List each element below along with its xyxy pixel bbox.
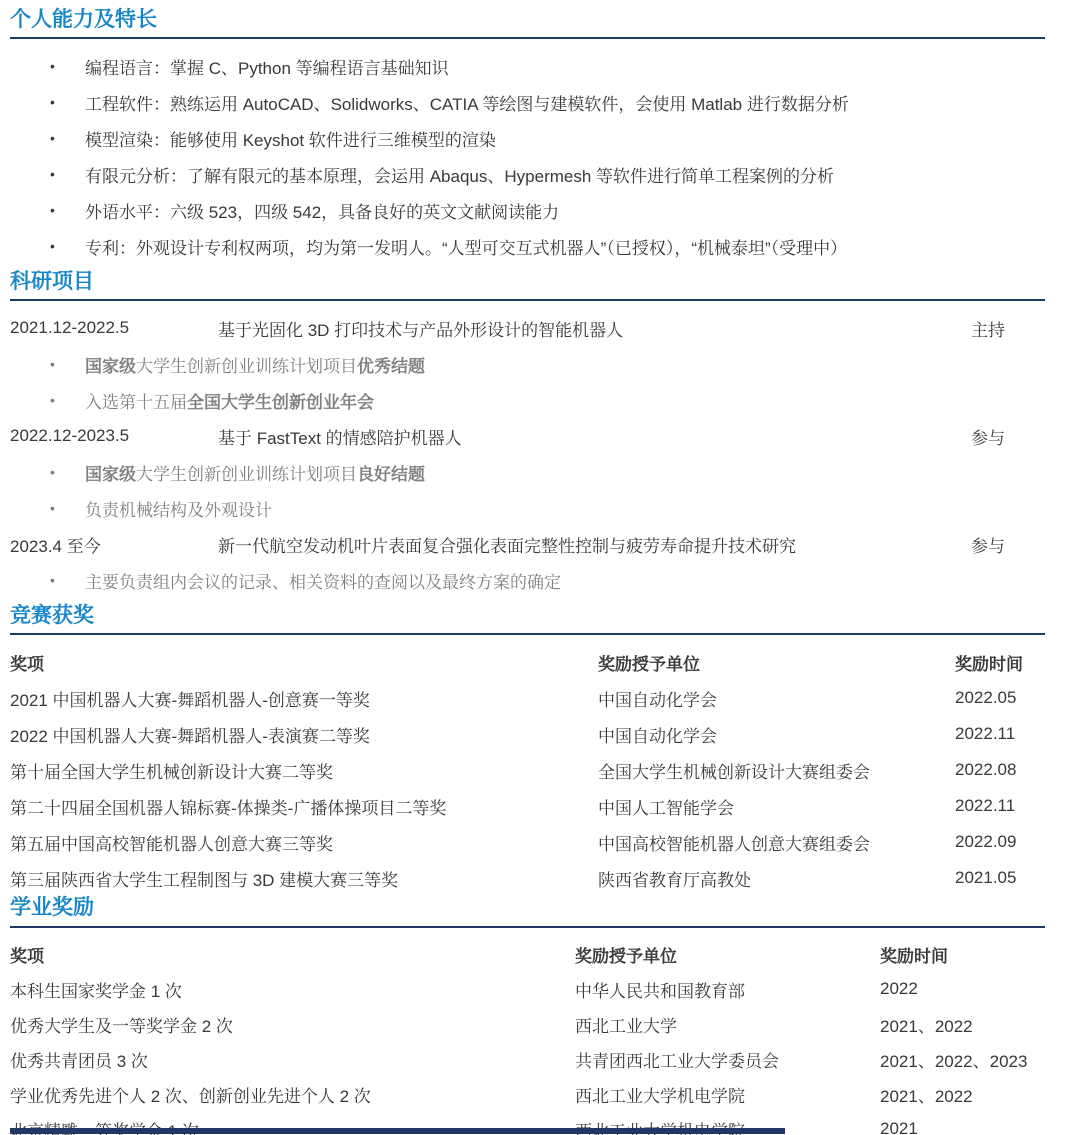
text-segment: 国家级 bbox=[85, 464, 136, 484]
section-heading-academic bbox=[10, 896, 1045, 927]
project-bullet-text bbox=[85, 568, 561, 593]
section-heading-competitions bbox=[10, 604, 1045, 635]
cell-date: 2021.05 bbox=[955, 868, 1017, 888]
text-segment: 大学生创新创业训练计划项目 bbox=[136, 356, 357, 376]
cell-org: 全国大学生机械创新设计大赛组委会 bbox=[598, 762, 870, 782]
table-row bbox=[10, 788, 1045, 824]
project-bullet bbox=[0, 346, 1090, 382]
project-bullet-text bbox=[85, 460, 425, 485]
section-title-academic: 学业奖励 bbox=[10, 896, 94, 920]
cell-org: 中国自动化学会 bbox=[598, 726, 717, 746]
project-bullet bbox=[0, 454, 1090, 490]
cell-award: 2021 中国机器人大赛-舞蹈机器人-创意赛一等奖 bbox=[10, 690, 370, 710]
cell-award: 2022 中国机器人大赛-舞蹈机器人-表演赛二等奖 bbox=[10, 726, 370, 746]
text-segment: 入选第十五届 bbox=[85, 392, 187, 412]
skills-bullet bbox=[0, 120, 1090, 156]
cell-date: 2022.09 bbox=[955, 832, 1017, 852]
table-row bbox=[10, 1042, 1045, 1077]
table-row bbox=[10, 680, 1045, 716]
bullet-icon: • bbox=[50, 500, 55, 517]
table-row bbox=[10, 752, 1045, 788]
competitions-table bbox=[0, 644, 1090, 896]
table-row bbox=[10, 1007, 1045, 1042]
section-heading-research bbox=[10, 270, 1045, 301]
project-bullet bbox=[0, 382, 1090, 418]
bullet-icon: • bbox=[50, 166, 55, 183]
cell-award: 第二十四届全国机器人锦标赛-体操类-广播体操项目二等奖 bbox=[10, 798, 447, 818]
table-row bbox=[10, 716, 1045, 752]
project-bullet bbox=[0, 562, 1090, 598]
cell-date: 2022.11 bbox=[955, 796, 1016, 816]
skills-bullet bbox=[0, 228, 1090, 264]
text-segment: 全国大学生创新创业年会 bbox=[187, 392, 374, 412]
project-row bbox=[0, 310, 1090, 346]
project-title: 基于光固化 3D 打印技术与产品外形设计的智能机器人 bbox=[218, 320, 624, 340]
bullet-icon: • bbox=[50, 94, 55, 111]
cell-date: 2021、2022、2023 bbox=[880, 1051, 1028, 1071]
bullet-icon: • bbox=[50, 392, 55, 409]
cell-org: 中国高校智能机器人创意大赛组委会 bbox=[598, 834, 870, 854]
project-period: 2021.12-2022.5 bbox=[10, 318, 130, 338]
col-header-org: 奖励授予单位 bbox=[575, 946, 677, 966]
text-segment: 优秀结题 bbox=[357, 356, 425, 376]
col-header-date: 奖励时间 bbox=[955, 654, 1023, 674]
academic-table bbox=[0, 937, 1090, 1135]
cell-org: 中华人民共和国教育部 bbox=[575, 981, 745, 1001]
cell-date: 2021 bbox=[880, 1119, 918, 1135]
table-row bbox=[10, 1077, 1045, 1112]
project-role: 主持 bbox=[971, 320, 1005, 340]
bullet-icon: • bbox=[50, 130, 55, 147]
bullet-icon: • bbox=[50, 356, 55, 373]
project-role: 参与 bbox=[971, 428, 1005, 448]
skills-bullet bbox=[0, 192, 1090, 228]
cell-award: 第五届中国高校智能机器人创意大赛三等奖 bbox=[10, 834, 333, 854]
skills-bullet bbox=[0, 84, 1090, 120]
skills-bullet-text: 模型渲染：能够使用 Keyshot 软件进行三维模型的渲染 bbox=[85, 130, 496, 150]
project-row bbox=[0, 418, 1090, 454]
col-header-date: 奖励时间 bbox=[880, 946, 948, 966]
project-title: 新一代航空发动机叶片表面复合强化表面完整性控制与疲劳寿命提升技术研究 bbox=[218, 536, 796, 556]
skills-bullet-text: 编程语言：掌握 C、Python 等编程语言基础知识 bbox=[85, 58, 449, 78]
cell-date: 2022.05 bbox=[955, 688, 1017, 708]
bullet-icon: • bbox=[50, 58, 55, 75]
cell-org: 中国自动化学会 bbox=[598, 690, 717, 710]
skills-bullet bbox=[0, 48, 1090, 84]
table-header-row bbox=[10, 644, 1045, 680]
table-header-row bbox=[10, 937, 1045, 972]
cell-award: 优秀共青团员 3 次 bbox=[10, 1051, 148, 1071]
table-row bbox=[10, 824, 1045, 860]
project-row bbox=[0, 526, 1090, 562]
text-segment: 负责机械结构及外观设计 bbox=[85, 500, 272, 520]
table-row bbox=[10, 860, 1045, 896]
cell-date: 2021、2022 bbox=[880, 1086, 973, 1106]
bullet-icon: • bbox=[50, 464, 55, 481]
text-segment: 主要负责组内会议的记录、相关资料的查阅以及最终方案的确定 bbox=[85, 572, 561, 592]
cell-date: 2022 bbox=[880, 979, 918, 999]
cell-award: 优秀大学生及一等奖学金 2 次 bbox=[10, 1016, 233, 1036]
skills-bullet bbox=[0, 156, 1090, 192]
bullet-icon: • bbox=[50, 202, 55, 219]
cell-date: 2021、2022 bbox=[880, 1016, 973, 1036]
text-segment: 大学生创新创业训练计划项目 bbox=[136, 464, 357, 484]
cell-award: 第十届全国大学生机械创新设计大赛二等奖 bbox=[10, 762, 333, 782]
col-header-award: 奖项 bbox=[10, 654, 44, 674]
cell-org: 西北工业大学 bbox=[575, 1016, 677, 1036]
skills-bullet-text: 专利：外观设计专利权两项，均为第一发明人。“人型可交互式机器人”（已授权），“机械泰坦”（受理中） bbox=[85, 238, 848, 258]
text-segment: 国家级 bbox=[85, 356, 136, 376]
project-bullet-text bbox=[85, 388, 374, 413]
cell-org: 西北工业大学机电学院 bbox=[575, 1086, 745, 1106]
project-bullet-text bbox=[85, 496, 272, 521]
cell-date: 2022.08 bbox=[955, 760, 1017, 780]
next-section-underline-partial bbox=[10, 1128, 785, 1134]
skills-bullet-text: 工程软件：熟练运用 AutoCAD、Solidworks、CATIA 等绘图与建模软件，会使用 Matlab 进行数据分析 bbox=[85, 94, 849, 114]
skills-bullet-text: 外语水平：六级 523，四级 542，具备良好的英文文献阅读能力 bbox=[85, 202, 560, 222]
cell-award: 学业优秀先进个人 2 次、创新创业先进个人 2 次 bbox=[10, 1086, 371, 1106]
cell-award: 本科生国家奖学金 1 次 bbox=[10, 981, 182, 1001]
project-period: 2022.12-2023.5 bbox=[10, 426, 130, 446]
skills-list bbox=[0, 48, 1090, 264]
project-bullet-text bbox=[85, 352, 425, 377]
text-segment: 良好结题 bbox=[357, 464, 425, 484]
bullet-icon: • bbox=[50, 572, 55, 589]
cell-award: 第三届陕西省大学生工程制图与 3D 建模大赛三等奖 bbox=[10, 870, 399, 890]
cell-date: 2022.11 bbox=[955, 724, 1016, 744]
section-heading-skills bbox=[10, 8, 1045, 39]
project-bullet bbox=[0, 490, 1090, 526]
section-title-competitions: 竞赛获奖 bbox=[10, 604, 94, 628]
project-title: 基于 FastText 的情感陪护机器人 bbox=[218, 428, 462, 448]
section-title-skills: 个人能力及特长 bbox=[10, 8, 157, 31]
section-title-research: 科研项目 bbox=[10, 270, 94, 294]
table-row bbox=[10, 972, 1045, 1007]
project-role: 参与 bbox=[971, 536, 1005, 556]
skills-bullet-text: 有限元分析：了解有限元的基本原理，会运用 Abaqus、Hypermesh 等软件进行简单工程案例的分析 bbox=[85, 166, 835, 186]
bullet-icon: • bbox=[50, 238, 55, 255]
col-header-org: 奖励授予单位 bbox=[598, 654, 700, 674]
cell-org: 中国人工智能学会 bbox=[598, 798, 734, 818]
cell-org: 陕西省教育厅高教处 bbox=[598, 870, 751, 890]
project-period: 2023.4 至今 bbox=[10, 536, 101, 556]
col-header-award: 奖项 bbox=[10, 946, 44, 966]
cell-org: 共青团西北工业大学委员会 bbox=[575, 1051, 779, 1071]
